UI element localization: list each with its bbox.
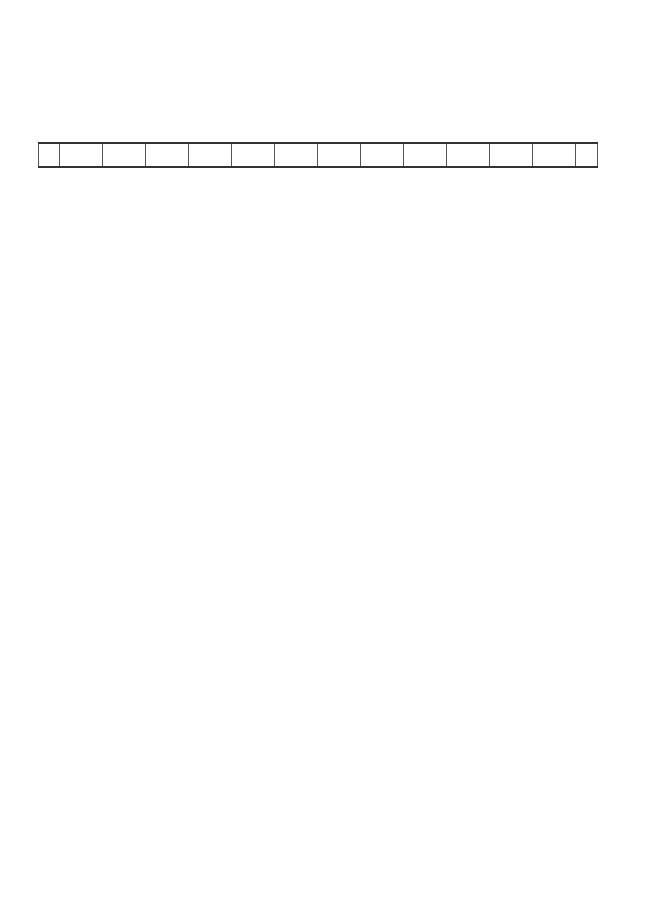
month-count: [103, 167, 146, 188]
month-header: [232, 143, 275, 167]
month-header: [103, 143, 146, 167]
availability-calendar: [38, 142, 598, 188]
month-count: [404, 167, 447, 188]
month-header: [318, 143, 361, 167]
month-header: [490, 143, 533, 167]
reservation-count-row: [39, 167, 598, 188]
month-header: [447, 143, 490, 167]
month-header: [275, 143, 318, 167]
month-count: [361, 167, 404, 188]
month-header: [533, 143, 576, 167]
month-header: [189, 143, 232, 167]
month-count: [447, 167, 490, 188]
month-header: [361, 143, 404, 167]
month-header: [60, 143, 103, 167]
month-count: [146, 167, 189, 188]
month-count: [533, 167, 576, 188]
count-label: [39, 167, 60, 188]
month-count: [60, 167, 103, 188]
month-header: [404, 143, 447, 167]
month-count: [189, 167, 232, 188]
total-count: [576, 167, 598, 188]
month-header: [146, 143, 189, 167]
month-count: [490, 167, 533, 188]
corner-right: [576, 143, 598, 167]
month-count: [318, 167, 361, 188]
month-header-row: [39, 143, 598, 167]
corner-left: [39, 143, 60, 167]
month-count: [275, 167, 318, 188]
month-count: [232, 167, 275, 188]
